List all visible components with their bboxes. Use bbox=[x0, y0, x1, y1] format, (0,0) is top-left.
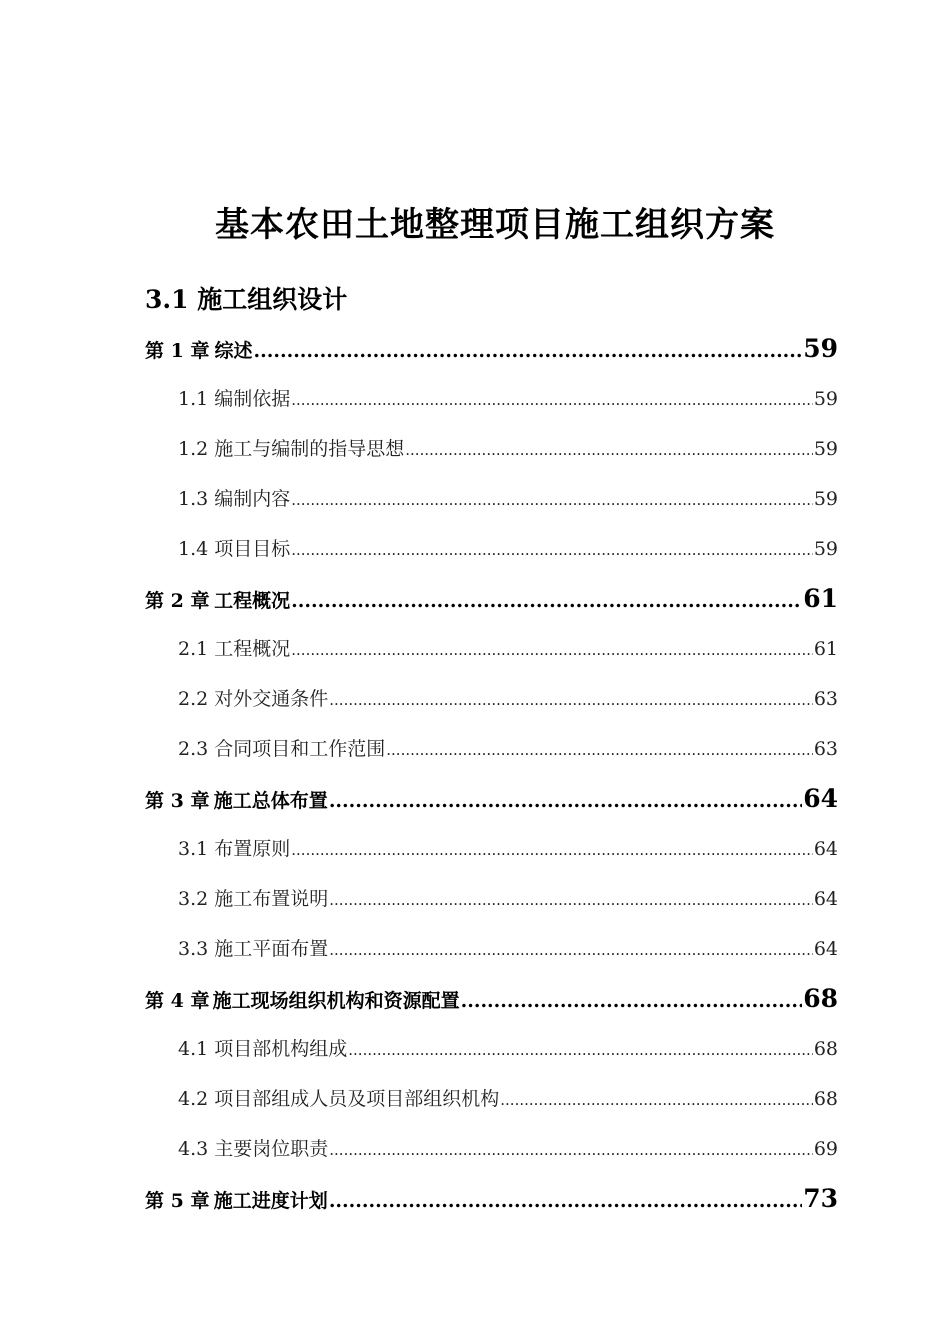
toc-dot-leader bbox=[291, 825, 813, 875]
toc-page-number: 68 bbox=[813, 1038, 838, 1060]
toc-section-title: 4.2 项目部组成人员及项目部组织机构 bbox=[178, 1088, 500, 1110]
toc-page-number: 59 bbox=[813, 488, 838, 510]
toc-section-title: 3.2 施工布置说明 bbox=[178, 888, 329, 910]
toc-chapter-title: 施工现场组织机构和资源配置 bbox=[212, 990, 460, 1012]
toc-section-entry[interactable] bbox=[178, 374, 838, 424]
toc-chapter-entry[interactable] bbox=[145, 574, 838, 624]
toc-section-entry[interactable] bbox=[178, 874, 838, 924]
toc-section-entry[interactable] bbox=[178, 1124, 838, 1174]
toc-chapter-number: 第 4 章 bbox=[145, 990, 210, 1012]
toc-dot-leader bbox=[254, 326, 803, 376]
toc-page-number: 61 bbox=[803, 584, 838, 613]
toc-dot-leader bbox=[329, 1176, 802, 1226]
toc-dot-leader bbox=[500, 1075, 813, 1125]
toc-chapter-number: 第 5 章 bbox=[145, 1190, 210, 1212]
toc-page-number: 64 bbox=[803, 784, 838, 813]
toc-chapter-title: 施工总体布置 bbox=[213, 790, 328, 812]
toc-section-entry[interactable] bbox=[178, 824, 838, 874]
toc-page-number: 69 bbox=[813, 1138, 838, 1160]
toc-section-entry[interactable] bbox=[178, 674, 838, 724]
toc-chapter-title: 施工进度计划 bbox=[213, 1190, 328, 1212]
toc-dot-leader bbox=[461, 976, 803, 1026]
toc-page-number: 68 bbox=[813, 1088, 838, 1110]
toc-section-entry[interactable] bbox=[178, 474, 838, 524]
toc-page-number: 73 bbox=[803, 1184, 838, 1213]
toc-page-number: 59 bbox=[803, 334, 838, 363]
toc-dot-leader bbox=[291, 475, 813, 525]
toc-section-entry[interactable] bbox=[178, 1024, 838, 1074]
toc-dot-leader bbox=[329, 925, 813, 975]
toc-dot-leader bbox=[348, 1025, 813, 1075]
toc-chapter-number: 第 2 章 bbox=[145, 590, 210, 612]
toc-page-number: 64 bbox=[813, 838, 838, 860]
toc-chapter-entry[interactable] bbox=[145, 774, 838, 824]
toc-page-number: 68 bbox=[803, 984, 838, 1013]
toc-dot-leader bbox=[291, 525, 813, 575]
toc-dot-leader bbox=[291, 576, 802, 626]
toc-page-number: 63 bbox=[813, 738, 838, 760]
toc-dot-leader bbox=[405, 425, 813, 475]
toc-section-entry[interactable] bbox=[178, 524, 838, 574]
toc-dot-leader bbox=[329, 875, 813, 925]
toc-section-title: 2.2 对外交通条件 bbox=[178, 688, 329, 710]
toc-section-title: 4.1 项目部机构组成 bbox=[178, 1038, 348, 1060]
toc-section-title: 1.4 项目目标 bbox=[178, 538, 291, 560]
toc-chapter-title: 综述 bbox=[214, 340, 253, 362]
toc-section-title: 4.3 主要岗位职责 bbox=[178, 1138, 329, 1160]
toc-section-title: 1.2 施工与编制的指导思想 bbox=[178, 438, 405, 460]
toc-chapter-number: 第 3 章 bbox=[145, 790, 210, 812]
toc-page-number: 64 bbox=[813, 938, 838, 960]
toc-page-number: 59 bbox=[813, 438, 838, 460]
toc-page-number: 59 bbox=[813, 538, 838, 560]
toc-dot-leader bbox=[291, 375, 813, 425]
toc-chapter-entry[interactable] bbox=[145, 1174, 838, 1224]
toc-chapter-title: 工程概况 bbox=[214, 590, 291, 612]
toc-section-entry[interactable] bbox=[178, 724, 838, 774]
toc-dot-leader bbox=[329, 1125, 813, 1175]
toc-section-title: 3.1 布置原则 bbox=[178, 838, 291, 860]
toc-section-entry[interactable] bbox=[178, 424, 838, 474]
toc-dot-leader bbox=[329, 675, 813, 725]
toc-dot-leader bbox=[291, 625, 813, 675]
toc-page-number: 63 bbox=[813, 688, 838, 710]
page-title: 基本农田土地整理项目施工组织方案 bbox=[215, 205, 775, 245]
section-heading: 3.1 施工组织设计 bbox=[145, 285, 348, 314]
toc-section-title: 1.3 编制内容 bbox=[178, 488, 291, 510]
toc-chapter-entry[interactable] bbox=[145, 324, 838, 374]
toc-chapter-number: 第 1 章 bbox=[145, 340, 210, 362]
toc-page-number: 59 bbox=[813, 388, 838, 410]
toc-section-title: 3.3 施工平面布置 bbox=[178, 938, 329, 960]
toc-chapter-entry[interactable] bbox=[145, 974, 838, 1024]
toc-section-entry[interactable] bbox=[178, 1074, 838, 1124]
toc-section-title: 2.1 工程概况 bbox=[178, 638, 291, 660]
toc-page-number: 64 bbox=[813, 888, 838, 910]
toc-section-entry[interactable] bbox=[178, 624, 838, 674]
toc-section-title: 2.3 合同项目和工作范围 bbox=[178, 738, 386, 760]
toc-dot-leader bbox=[329, 776, 802, 826]
toc-page-number: 61 bbox=[813, 638, 838, 660]
toc-dot-leader bbox=[386, 725, 813, 775]
toc-section-title: 1.1 编制依据 bbox=[178, 388, 291, 410]
toc-section-entry[interactable] bbox=[178, 924, 838, 974]
